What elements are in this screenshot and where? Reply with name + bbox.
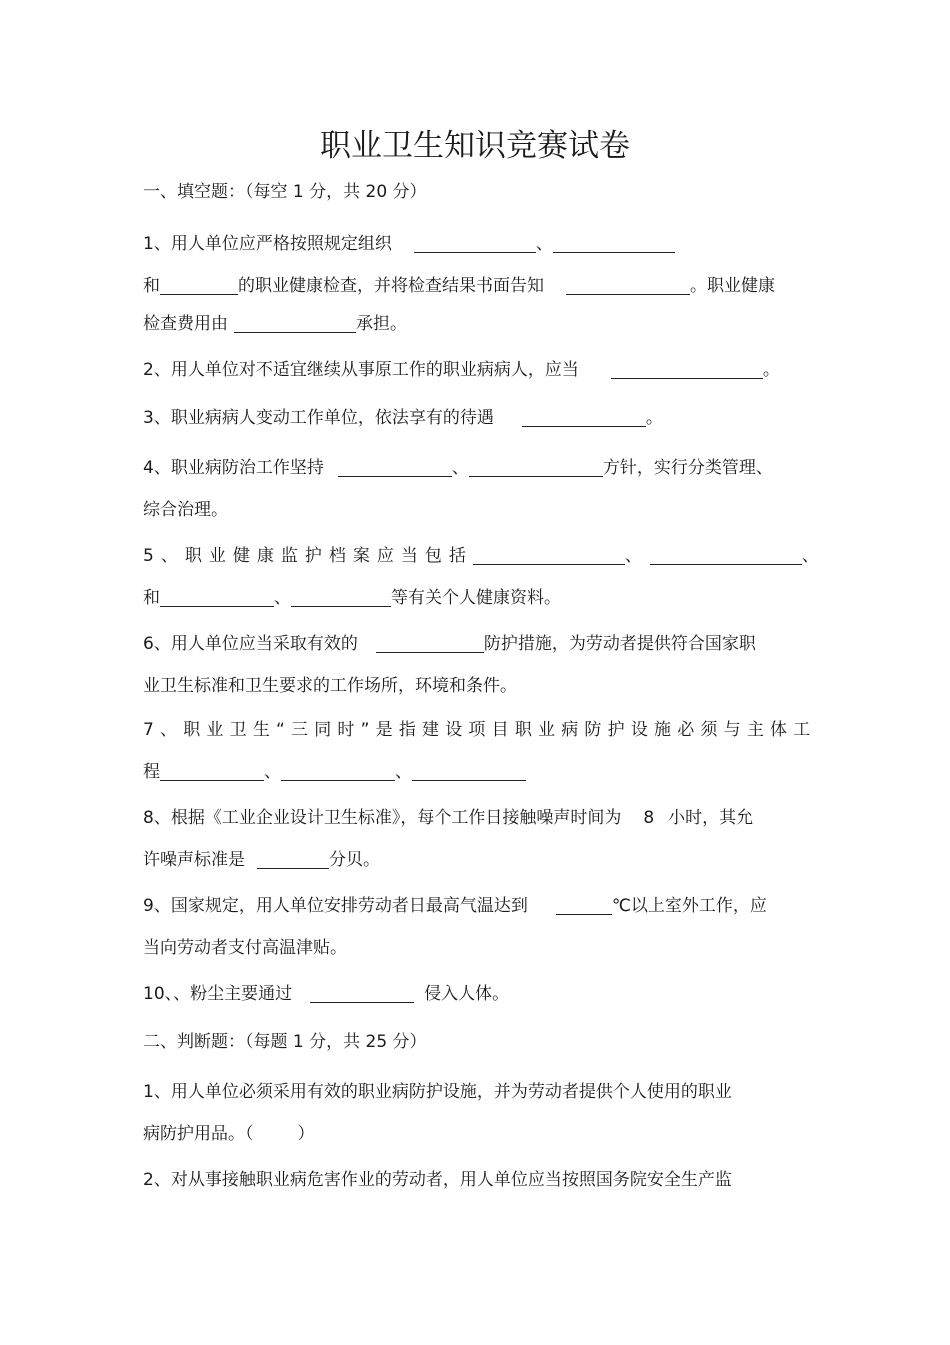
answer-blank[interactable]: [338, 458, 452, 477]
section-true-false-heading: 二、判断题：（每题 1 分，共 25 分）: [143, 1032, 427, 1052]
question-8-line-1: 8、根据《工业企业设计卫生标准》，每个工作日接触噪声时间为 8 小时，其允: [143, 808, 754, 828]
question-3: 3、职业病病人变动工作单位，依法享有的待遇 。: [143, 408, 663, 428]
answer-blank[interactable]: [291, 588, 391, 607]
page-title: 职业卫生知识竞赛试卷: [320, 128, 630, 164]
question-2: 2、用人单位对不适宜继续从事原工作的职业病病人，应当 。: [143, 360, 780, 380]
question-9-line-2: 当向劳动者支付高温津贴。: [143, 938, 347, 958]
question-6-line-1: 6、用人单位应当采取有效的 防护措施，为劳动者提供符合国家职: [143, 634, 756, 654]
question-1-line-2: 和 的职业健康检查，并将检查结果书面告知 。职业健康: [143, 276, 775, 296]
answer-blank[interactable]: [553, 234, 675, 253]
answer-blank[interactable]: [473, 546, 625, 565]
answer-blank[interactable]: [160, 762, 264, 781]
question-1-line-1: 1、用人单位应严格按照规定组织 、: [143, 232, 675, 256]
answer-blank[interactable]: [412, 762, 526, 781]
answer-blank[interactable]: [376, 634, 484, 653]
answer-blank[interactable]: [160, 276, 238, 295]
question-10: 10、、粉尘主要通过 侵入人体。: [143, 984, 510, 1004]
answer-blank[interactable]: [469, 458, 603, 477]
answer-blank[interactable]: [310, 984, 414, 1003]
question-4-line-2: 综合治理。: [143, 500, 228, 520]
answer-blank[interactable]: [281, 762, 395, 781]
question-1-line-3: 检查费用由 承担。: [143, 314, 407, 334]
answer-blank[interactable]: [566, 276, 690, 295]
answer-blank[interactable]: [234, 314, 356, 333]
answer-blank[interactable]: [414, 234, 536, 253]
question-9-line-1: 9、国家规定，用人单位安排劳动者日最高气温达到 ℃以上室外工作，应: [143, 896, 767, 916]
question-7-line-2: 程 、 、: [143, 760, 526, 784]
question-7-line-1: 7、职业卫生“三同时”是指建设项目职业病防护设施必须与主体工: [143, 720, 817, 740]
question-4-line-1: 4、职业病防治工作坚持 、 方针，实行分类管理、: [143, 458, 773, 478]
question-8-line-2: 许噪声标准是 分贝。: [143, 850, 380, 870]
answer-blank[interactable]: [522, 408, 646, 427]
question-5-line-2: 和 、 等有关个人健康资料。: [143, 588, 561, 608]
judge-2-line-1: 2、对从事接触职业病危害作业的劳动者，用人单位应当按照国务院安全生产监: [143, 1170, 732, 1190]
answer-blank[interactable]: [556, 896, 612, 915]
answer-blank[interactable]: [160, 588, 274, 607]
section-fill-blank-heading: 一、填空题：（每空 1 分，共 20 分）: [143, 182, 427, 202]
question-5-line-1: 5、职业健康监护档案应当包括 、 、: [143, 546, 819, 566]
answer-blank[interactable]: [257, 850, 329, 869]
judge-1-line-2: 病防护用品。（ ）: [143, 1124, 315, 1144]
answer-blank[interactable]: [611, 360, 763, 379]
answer-blank[interactable]: [650, 546, 802, 565]
question-6-line-2: 业卫生标准和卫生要求的工作场所，环境和条件。: [143, 676, 517, 696]
judge-1-line-1: 1、用人单位必须采用有效的职业病防护设施，并为劳动者提供个人使用的职业: [143, 1082, 732, 1102]
